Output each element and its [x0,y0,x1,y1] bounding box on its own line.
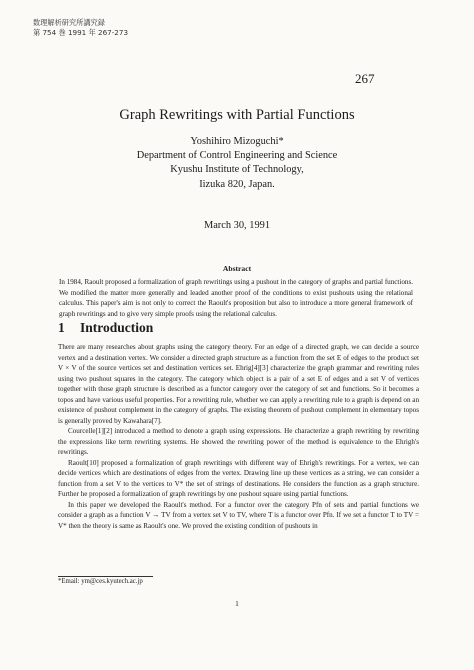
journal-name: 数理解析研究所講究録 [33,18,105,27]
author-dept: Department of Control Engineering and Science [136,150,338,162]
journal-header [33,18,128,38]
volume-line: 第 754 巻 1991 年 267-273 [33,28,129,37]
page-number: 267 [355,71,375,86]
body-text [58,342,419,531]
paragraph: Courcelle[1][2] introduced a method to denote a graph using expressions. He characterize a graph rewriting by rewriting the expressions like term rewriting systems. He showed the rewriting power of the method is equivalence to the Ehrigh's rewritings. [58,427,419,456]
paper-date: March 30, 1991 [203,220,271,231]
abstract-text: In 1984, Raoult proposed a formalization of graph rewritings using a pushout in the category of graphs and partial functions. We modified the matter more generally and leaded another proof of the conditions to exist pushouts using the relational calculus. This paper's aim is not only to correct the Raoult's proposition but also to introduce a more general framework of graph rewritings and to give very simple proofs using the relational calculus. [59,278,413,318]
section-heading [58,320,153,336]
author-block [0,135,474,192]
footer-page-number: 1 [235,599,239,608]
abstract-heading: Abstract [222,264,252,273]
footnote-rule [58,576,153,577]
author-name: Yoshihiro Mizoguchi* [190,136,284,147]
author-address: Iizuka 820, Japan. [199,178,275,190]
paragraph: In this paper we developed the Raoult's method. For a functor over the category Pfn of sets and partial functions we consider a graph as a function V → TV from a vertex set V to TV, where T is a functor over Pfn. If we set a functor T to TV = V* then the theory is same as Raoult's one. We proved the existing condition of pushouts in [58,500,419,530]
author-univ: Kyushu Institute of Technology, [170,164,304,176]
paragraph: Raoult[10] proposed a formalization of graph rewritings with different way of Ehrigh's rewritings. For a vertex, we can decide vertices which are destinations of edges from the vertex. Drawing line up these vertices as a string, we can consider a function from a set V to the vertices to V* the set of strings of destinations. He considers the function as a graph structure. Further he proposed a formalization of graph rewritings by one pushout square using partial functions. [58,458,419,498]
section-title: Introduction [80,320,154,335]
footnote: *Email: ym@ces.kyutech.ac.jp [58,578,143,585]
section-number: 1 [58,320,65,335]
paper-title: Graph Rewritings with Partial Functions [119,107,355,123]
paragraph: There are many researches about graphs using the category theory. For an edge of a directed graph, we can decide a source vertex and a destination vertex. We consider a directed graph structure as a function from the set E of edges to the product set V × V of the source vertices set and destination vertices set. Ehrig[4][3] characterize the graph grammar and rewriting rules using two pushout squares in the category. The category which object is a pair of a set E of edges and a set V of vertices together with those graph structure is described as a functor category over the category of set and functions. So it becomes a topos and have various useful properties. For a rewriting rule, whether we can apply a rewriting rule to a graph is depend on an existence of pushout complement in the category of graphs. The existing theorem of pushout complement in elementary topos is generally proved by Kawahara[7]. [58,343,419,425]
